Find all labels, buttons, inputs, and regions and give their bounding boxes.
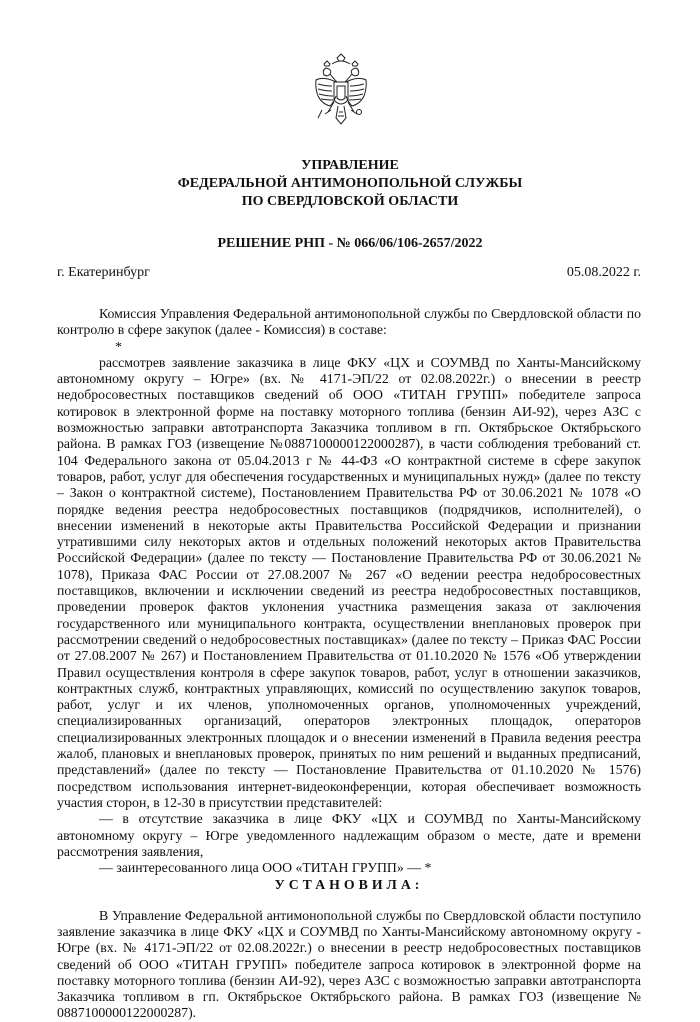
city-label: г. Екатеринбург — [57, 265, 150, 280]
decision-date: 05.08.2022 г. — [566, 265, 641, 280]
agency-line-1: УПРАВЛЕНИЕ — [301, 158, 399, 173]
considering-paragraph: рассмотрев заявление заказчика в лице ФКУ «ЦХ и СОУМВД по Ханты-Мансийскому автономному округу – Югре» (вх. № 4171-ЭП/22 от 02.08.2022г.) о внесении в реестр недобросовестных поставщиков сведений об ООО «ТИТАН ГРУПП» победителе запроса котировок в электронной форме на поставку моторного топлива (бензин АИ-92), через АЗС с возможностью заправки автотранспорта Заказчика топливом в гп. Октябрьское Октябрьского района. В рамках ГОЗ (извещение №0887100000122000287), в части соблюдения требований ст. 104 Федерального закона от 05.04.2013 г № 44-ФЗ «О контрактной системе в сфере закупок товаров, работ, услуг для обеспечения государственных и муниципальных нужд» (далее по тексту – Закон о контрактной системе), Постановлением Правительства РФ от 30.06.2021 № 1078 «О порядке ведения реестра недобросовестных поставщиков (подрядчиков, исполнителей), о внесении изменений в некоторые акты Правительства Российской Федерации и признании утратившими силу некоторых актов и отдельных положений некоторых актов Правительства Российской Федерации» (далее по тексту — Постановление Правительства РФ от 30.06.2021 № 1078), Приказа ФАС России от 27.08.2007 № 267 «О ведении реестра недобросовестных поставщиков, включении и исключении сведений из реестра недобросовестных поставщиков, проведении проверок фактов уклонения участника размещения заказа от заключения государственного или муниципального контракта, осуществлении внеплановых проверок при рассмотрении сведений о недобросовестных поставщиках» (далее по тексту – Приказ ФАС России от 27.08.2007 № 267) и Постановлением Правительства от 01.10.2020 № 1576 «Об утверждении Правил осуществления контроля в сфере закупок товаров, работ, услуг в отношении заказчиков, контрактных служб, контрактных управляющих, комиссий по осуществлению закупок товаров, работ, услуг и их членов, уполномоченных органов, уполномоченных учреждений, специализированных организаций, операторов электронных площадок, операторов специализированных электронных площадок и о внесении изменений в Правила ведения реестра жалоб, плановых и внеплановых проверок, принятых по ним решений и выданных предписаний, представлений» (далее по тексту — Постановление Правительства от 01.10.2020 № 1576) посредством использования интернет-видеоконференции, которая обеспечивает возможность участия сторон, в 12-30 в присутствии представителей: — [57, 354, 641, 810]
established-paragraph: В Управление Федеральной антимонопольной службы по Свердловской области поступило заявление заказчика в лице ФКУ «ЦХ и СОУМВД по Ханты-Мансийскому автономному округу - Югре (вх. № 4171-ЭП/22 от 02.08.2022г.) о внесении в реестр недобросовестных поставщиков сведений об ООО «ТИТАН ГРУПП» победителе запроса котировок в электронной форме на поставку моторного топлива (бензин АИ-92), через АЗС с возможностью заправки автотранспорта Заказчика топливом в гп. Октябрьское Октябрьского района. В рамках ГОЗ (извещение № 0887100000122000287). — [57, 907, 641, 1021]
established-heading: УСТАНОВИЛА: — [274, 877, 424, 893]
absent-customer-paragraph: — в отсутствие заказчика в лице ФКУ «ЦХ и СОУМВД по Ханты-Мансийскому автономному округу – Югре уведомленного надлежащим образом о месте, дате и времени рассмотрения заявления, — [57, 811, 641, 859]
decision-title: РЕШЕНИЕ РНП - № 066/06/106-2657/2022 — [217, 236, 483, 251]
intro-paragraph: Комиссия Управления Федеральной антимонопольной службы по Свердловской области по контролю в сфере закупок (далее - Комиссия) в составе: — [57, 306, 641, 338]
agency-header — [0, 157, 700, 211]
coat-of-arms-icon — [312, 52, 370, 134]
agency-line-2: ФЕДЕРАЛЬНОЙ АНТИМОНОПОЛЬНОЙ СЛУЖБЫ — [177, 176, 523, 191]
interested-party-paragraph: — заинтересованного лица ООО «ТИТАН ГРУПП» — * — [99, 860, 432, 876]
document-body — [57, 306, 641, 1022]
agency-line-3: ПО СВЕРДЛОВСКОЙ ОБЛАСТИ — [241, 194, 459, 209]
redacted-asterisk: * — [115, 338, 122, 354]
